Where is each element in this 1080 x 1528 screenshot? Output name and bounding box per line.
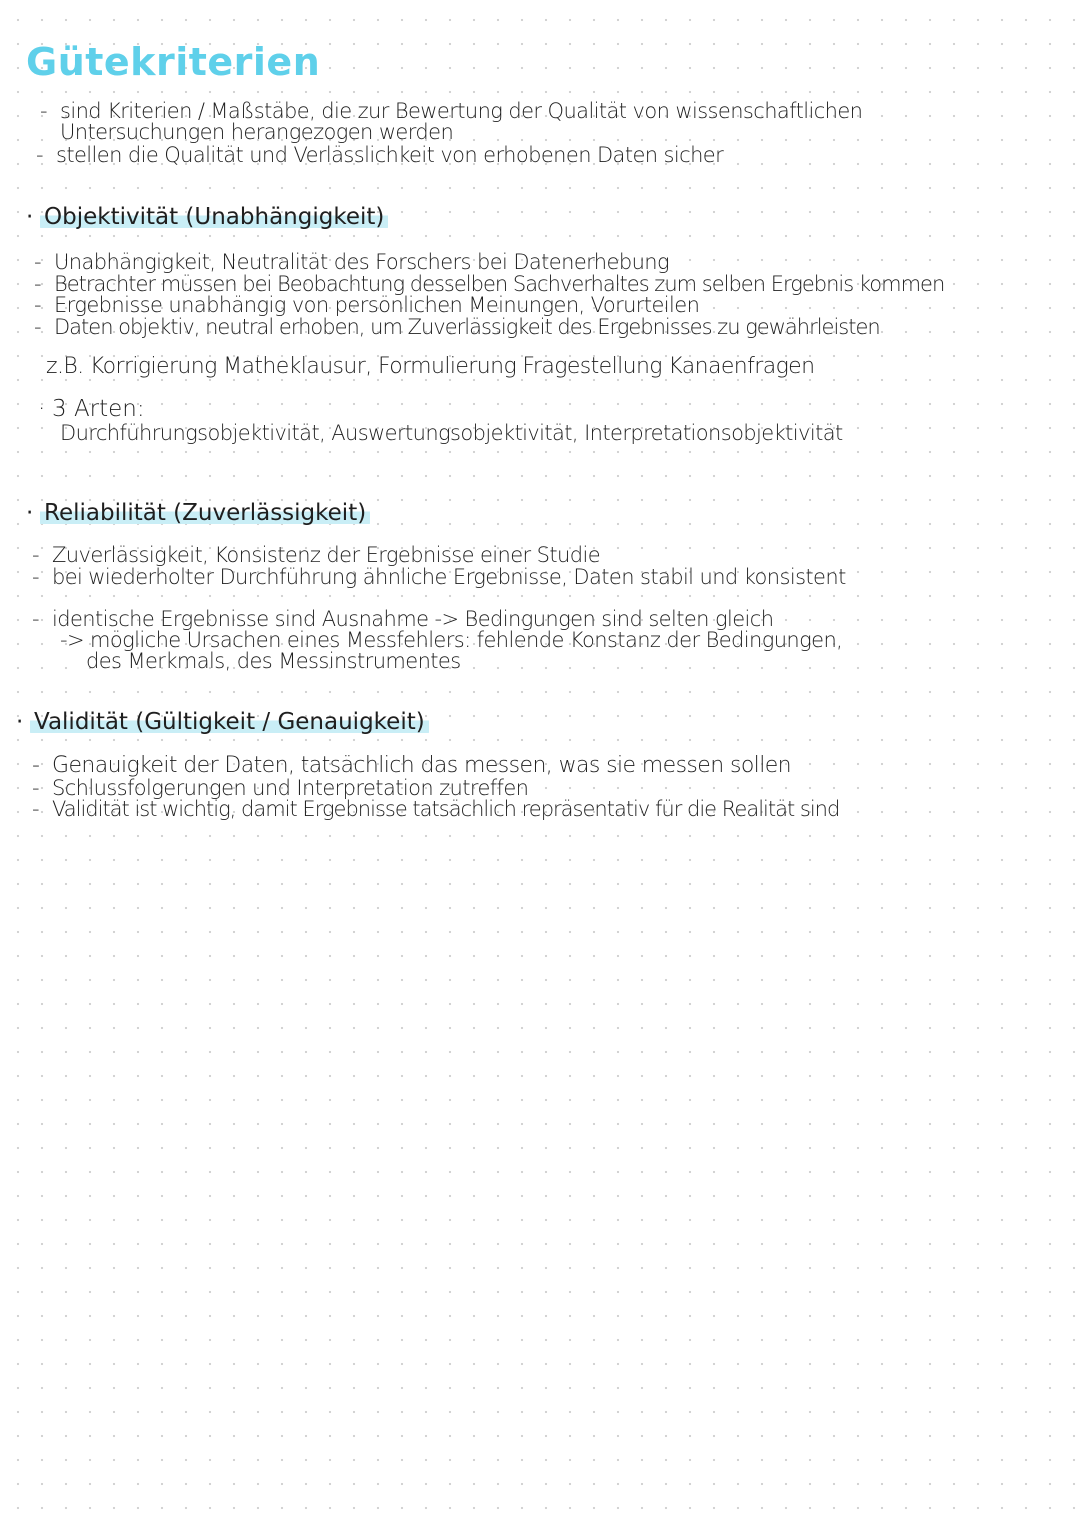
intro-point-1-continued-text: Untersuchungen herangezogen werden xyxy=(60,120,454,144)
validitaet-point-3: - Validität ist wichtig, damit Ergebnisse tatsächlich repräsentativ für die Realität sind xyxy=(32,797,840,821)
reliabilitaet-point-1: - Zuverlässigkeit, Konsistenz der Ergebnisse einer Studie xyxy=(32,543,601,567)
objektivitaet-point-1-text: Unabhängigkeit, Neutralität des Forschers bei Datenerhebung xyxy=(54,250,669,274)
objektivitaet-point-2: - Betrachter müssen bei Beobachtung desselben Sachverhaltes zum selben Ergebnis kommen xyxy=(34,272,945,296)
section-heading-reliabilitaet: · Reliabilität (Zuverlässigkeit) xyxy=(24,498,376,528)
reliabilitaet-point-3-sub-2 xyxy=(86,650,461,672)
page-title: Gütekriterien xyxy=(26,40,321,84)
intro-point-2: - stellen die Qualität und Verlässlichkeit von erhobenen Daten sicher xyxy=(36,143,724,167)
objektivitaet-point-4: - Daten objektiv, neutral erhoben, um Zuverlässigkeit des Ergebnisses zu gewährleisten xyxy=(34,315,880,339)
section-heading-objektivitaet-text: Objektivität (Unabhängigkeit) xyxy=(40,204,388,230)
validitaet-point-2: - Schlussfolgerungen und Interpretation zutreffen xyxy=(32,776,529,800)
validitaet-point-2-text: Schlussfolgerungen und Interpretation zutreffen xyxy=(52,776,529,800)
intro-point-1-continued xyxy=(60,121,453,143)
reliabilitaet-point-3-sub-1 xyxy=(60,629,842,651)
reliabilitaet-point-1-text: Zuverlässigkeit, Konsistenz der Ergebnisse einer Studie xyxy=(52,543,601,567)
objektivitaet-arten-list xyxy=(60,422,843,444)
objektivitaet-point-1: - Unabhängigkeit, Neutralität des Forschers bei Datenerhebung xyxy=(34,250,669,274)
objektivitaet-arten-label: · 3 Arten: xyxy=(38,396,145,422)
section-heading-validitaet: · Validität (Gültigkeit / Genauigkeit) xyxy=(14,707,435,737)
reliabilitaet-point-2-text: bei wiederholter Durchführung ähnliche Ergebnisse, Daten stabil und konsistent xyxy=(52,565,846,589)
validitaet-point-1-text: Genauigkeit der Daten, tatsächlich das messen, was sie messen sollen xyxy=(52,753,791,778)
section-heading-reliabilitaet-text: Reliabilität (Zuverlässigkeit) xyxy=(40,500,370,526)
objektivitaet-arten-label-text: 3 Arten: xyxy=(52,396,145,422)
objektivitaet-example-text: z.B. Korrigierung Matheklausur, Formulierung Fragestellung Kanaenfragen xyxy=(46,354,815,379)
objektivitaet-point-4-text: Daten objektiv, neutral erhoben, um Zuverlässigkeit des Ergebnisses zu gewährleisten xyxy=(54,315,880,339)
reliabilitaet-point-2: - bei wiederholter Durchführung ähnliche Ergebnisse, Daten stabil und konsistent xyxy=(32,565,846,589)
reliabilitaet-point-3-text: identische Ergebnisse sind Ausnahme -> Bedingungen sind selten gleich xyxy=(52,607,774,631)
objektivitaet-arten-list-text: Durchführungsobjektivität, Auswertungsobjektivität, Interpretationsobjektivität xyxy=(60,421,843,445)
intro-point-1: - sind Kriterien / Maßstäbe, die zur Bewertung der Qualität von wissenschaftlichen xyxy=(40,99,863,123)
objektivitaet-example xyxy=(46,356,814,378)
reliabilitaet-point-3: - identische Ergebnisse sind Ausnahme -> Bedingungen sind selten gleich xyxy=(32,607,774,631)
reliabilitaet-point-3-sub-2-text: des Merkmals, des Messinstrumentes xyxy=(86,649,461,673)
section-heading-objektivitaet: · Objektivität (Unabhängigkeit) xyxy=(24,202,394,232)
reliabilitaet-point-3-sub-1-text: -> mögliche Ursachen eines Messfehlers: fehlende Konstanz der Bedingungen, xyxy=(60,628,843,652)
intro-point-2-text: stellen die Qualität und Verlässlichkeit von erhobenen Daten sicher xyxy=(56,143,724,167)
objektivitaet-point-3: - Ergebnisse unabhängig von persönlichen Meinungen, Vorurteilen xyxy=(34,293,700,317)
objektivitaet-point-3-text: Ergebnisse unabhängig von persönlichen Meinungen, Vorurteilen xyxy=(54,293,700,317)
validitaet-point-3-text: Validität ist wichtig, damit Ergebnisse tatsächlich repräsentativ für die Realität sind xyxy=(52,797,840,821)
section-heading-validitaet-text: Validität (Gültigkeit / Genauigkeit) xyxy=(30,709,429,735)
validitaet-point-1: - Genauigkeit der Daten, tatsächlich das messen, was sie messen sollen xyxy=(32,753,791,778)
objektivitaet-point-2-text: Betrachter müssen bei Beobachtung desselben Sachverhaltes zum selben Ergebnis kommen xyxy=(54,272,945,296)
intro-point-1-text: sind Kriterien / Maßstäbe, die zur Bewertung der Qualität von wissenschaftlichen xyxy=(60,99,863,123)
